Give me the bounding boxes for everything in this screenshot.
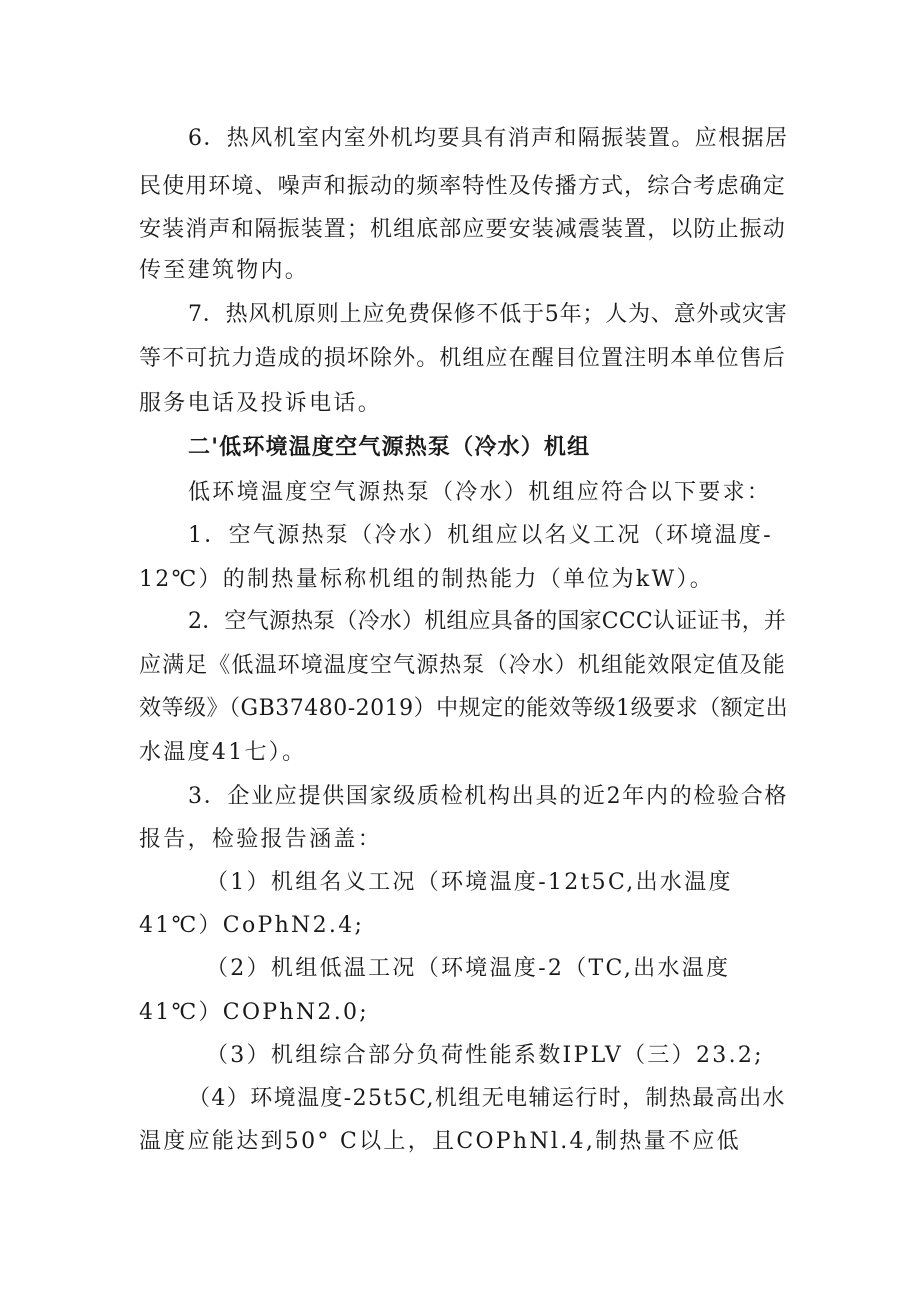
item-7-line-1: 7．热风机原则上应免费保修不低于5年；人为、意外或灾害 bbox=[188, 302, 788, 327]
sub-3-line-1: （3）机组综合部分负荷性能系数IPLV（三）23.2; bbox=[206, 1043, 764, 1068]
req-3-line-2: 报告，检验报告涵盖： bbox=[139, 827, 383, 852]
sub-1-line-1: （1）机组名义工况（环境温度-12t5C,出水温度 bbox=[206, 870, 733, 895]
sub-4-line-2: 温度应能达到50° C以上，且COPhNl.4,制热量不应低 bbox=[139, 1129, 741, 1154]
sub-2-line-1: （2）机组低温工况（环境温度-2（TC,出水温度 bbox=[206, 956, 731, 981]
req-2-line-2: 应满足《低温环境温度空气源热泵（冷水）机组能效限定值及能 bbox=[139, 653, 786, 678]
section-heading: 二'低环境温度空气源热泵（冷水）机组 bbox=[188, 435, 591, 460]
req-2-line-4: 水温度41七）。 bbox=[139, 740, 307, 765]
req-3-line-1: 3．企业应提供国家级质检机构出具的近2年内的检验合格 bbox=[188, 784, 789, 809]
req-2-line-1: 2．空气源热泵（冷水）机组应具备的国家CCC认证证书，并 bbox=[188, 609, 787, 634]
item-6-line-4: 传至建筑物内。 bbox=[139, 258, 310, 283]
sub-1-line-2: 41℃）CoPhN2.4; bbox=[139, 913, 365, 938]
item-6-line-3: 安装消声和隔振装置；机组底部应要安装减震装置，以防止振动 bbox=[139, 217, 786, 242]
req-1-line-1: 1．空气源热泵（冷水）机组应以名义工况（环境温度- bbox=[188, 523, 773, 548]
sub-2-line-2: 41℃）COPhN2.0; bbox=[139, 1000, 369, 1025]
req-2-line-3: 效等级》（GB37480-2019）中规定的能效等级1级要求（额定出 bbox=[139, 696, 789, 721]
intro-line: 低环境温度空气源热泵（冷水）机组应符合以下要求： bbox=[188, 480, 772, 505]
sub-4-line-1: （4）环境温度-25t5C,机组无电辅运行时，制热最高出水 bbox=[188, 1086, 786, 1111]
item-6-line-2: 民使用环境、噪声和振动的频率特性及传播方式，综合考虑确定 bbox=[139, 174, 786, 199]
item-7-line-2: 等不可抗力造成的损坏除外。机组应在醒目位置注明本单位售后 bbox=[139, 346, 786, 371]
item-6-line-1: 6．热风机室内室外机均要具有消声和隔振装置。应根据居 bbox=[188, 126, 789, 151]
item-7-line-3: 服务电话及投诉电话。 bbox=[139, 391, 383, 416]
req-1-line-2: 12℃）的制热量标称机组的制热能力（单位为kW）。 bbox=[139, 567, 715, 592]
